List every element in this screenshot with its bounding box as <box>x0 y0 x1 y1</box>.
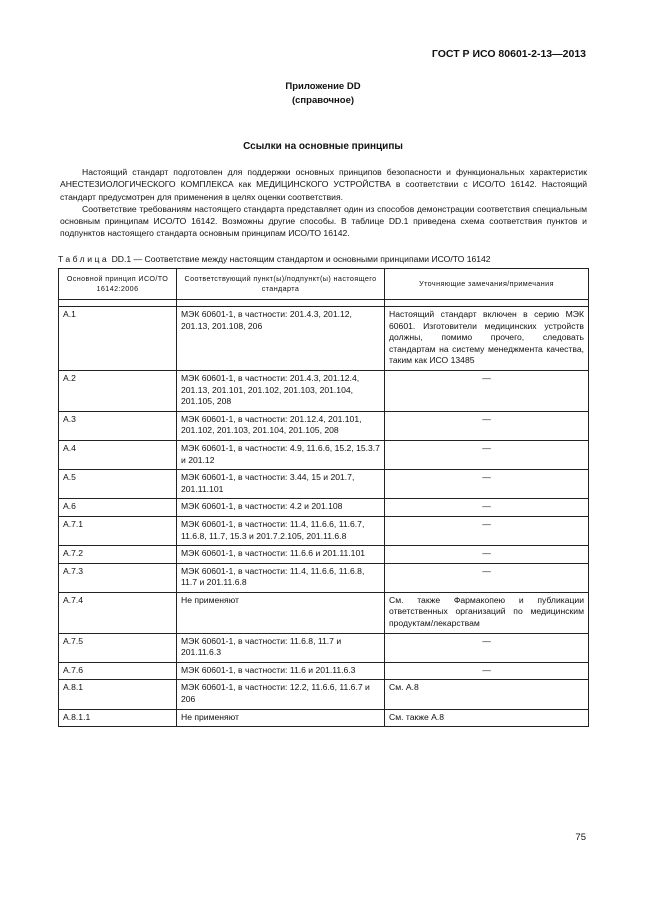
clauses-cell: МЭК 60601-1, в частности: 3.44, 15 и 201.7, 201.11.101 <box>177 470 385 499</box>
table-row <box>59 709 589 727</box>
header-principle: Основной принцип ИСО/ТО 16142:2006 <box>59 269 177 300</box>
table-row <box>59 307 589 371</box>
table-row <box>59 546 589 564</box>
clauses-cell: МЭК 60601-1, в частности: 11.6 и 201.11.6.3 <box>177 662 385 680</box>
page-number: 75 <box>575 832 586 843</box>
principle-cell: A.7.6 <box>59 662 177 680</box>
notes-cell: — <box>385 411 589 440</box>
notes-cell: См. также Фармакопею и публикации ответственных организаций по медицинским продуктам/лекарствам <box>385 592 589 633</box>
spacer-cell <box>59 300 177 307</box>
principle-cell: A.8.1.1 <box>59 709 177 727</box>
header-notes: Уточняющие замечания/примечания <box>385 269 589 300</box>
appendix-heading <box>0 80 646 108</box>
principle-cell: A.7.1 <box>59 516 177 545</box>
principle-cell: A.3 <box>59 411 177 440</box>
clauses-cell: МЭК 60601-1, в частности: 11.6.6 и 201.11.101 <box>177 546 385 564</box>
notes-cell: — <box>385 470 589 499</box>
table-row <box>59 499 589 517</box>
intro-paragraph-2: Соответствие требованиям настоящего стандарта представляет один из способов демонстрации соответствия специальным основным принципам ИСО/ТО 16142. Возможны другие способы. В таблице DD.1 приведена схема соответствия пунктов и подпунктов настоящего стандарта основным принципам ИСО/ТО 16142. <box>60 203 587 239</box>
principle-cell: A.5 <box>59 470 177 499</box>
clauses-cell: МЭК 60601-1, в частности: 11.6.8, 11.7 и 201.11.6.3 <box>177 633 385 662</box>
appendix-subtitle: (справочное) <box>291 95 355 106</box>
table-row <box>59 516 589 545</box>
clauses-cell: Не применяют <box>177 592 385 633</box>
intro-paragraph-1: Настоящий стандарт подготовлен для поддержки основных принципов безопасности и функциональных характеристик АНЕСТЕЗИОЛОГИЧЕСКОГО КОМПЛЕКСА как МЕДИЦИНСКОГО УСТРОЙСТВА в соответствии с ИСО/ТО 16142. Настоящий стандарт предусмотрен для применения в целях оценки соответствия. <box>60 167 587 202</box>
table-row <box>59 470 589 499</box>
clauses-cell: МЭК 60601-1, в частности: 4.2 и 201.108 <box>177 499 385 517</box>
clauses-cell: МЭК 60601-1, в частности: 201.12.4, 201.101, 201.102, 201.103, 201.104, 201.105, 208 <box>177 411 385 440</box>
clauses-cell: Не применяют <box>177 709 385 727</box>
spacer-cell <box>177 300 385 307</box>
correspondence-table <box>58 268 589 727</box>
table-row <box>59 592 589 633</box>
table-row <box>59 662 589 680</box>
notes-cell: — <box>385 633 589 662</box>
clauses-cell: МЭК 60601-1, в частности: 11.4, 11.6.6, 11.6.7, 11.6.8, 11.7, 15.3 и 201.7.2.105, 201.11.6.8 <box>177 516 385 545</box>
principle-cell: A.2 <box>59 370 177 411</box>
notes-cell: Настоящий стандарт включен в серию МЭК 60601. Изготовители медицинских устройств должны, помимо прочего, следовать стандартам на систему менеджмента качества, таким как ИСО 13485 <box>385 307 589 371</box>
notes-cell: См. также A.8 <box>385 709 589 727</box>
appendix-title: Приложение DD <box>285 81 361 92</box>
notes-cell: См. A.8 <box>385 680 589 709</box>
principle-cell: A.7.3 <box>59 563 177 592</box>
notes-cell: — <box>385 499 589 517</box>
notes-cell: — <box>385 516 589 545</box>
table-caption-prefix: Таблица <box>58 254 110 264</box>
clauses-cell: МЭК 60601-1, в частности: 12.2, 11.6.6, 11.6.7 и 206 <box>177 680 385 709</box>
clauses-cell: МЭК 60601-1, в частности: 201.4.3, 201.12, 201.13, 201.108, 206 <box>177 307 385 371</box>
principle-cell: A.1 <box>59 307 177 371</box>
table-caption-text: DD.1 — Соответствие между настоящим стандартом и основными принципами ИСО/ТО 16142 <box>111 254 491 264</box>
clauses-cell: МЭК 60601-1, в частности: 201.4.3, 201.12.4, 201.13, 201.101, 201.102, 201.103, 201.104, 201.105, 208 <box>177 370 385 411</box>
notes-cell: — <box>385 370 589 411</box>
section-title: Ссылки на основные принципы <box>243 141 403 152</box>
table-row <box>59 370 589 411</box>
clauses-cell: МЭК 60601-1, в частности: 4.9, 11.6.6, 15.2, 15.3.7 и 201.12 <box>177 440 385 469</box>
table-spacer-row <box>59 300 589 307</box>
spacer-cell <box>385 300 589 307</box>
principle-cell: A.7.5 <box>59 633 177 662</box>
notes-cell: — <box>385 440 589 469</box>
principle-cell: A.8.1 <box>59 680 177 709</box>
notes-cell: — <box>385 563 589 592</box>
table-row <box>59 680 589 709</box>
principle-cell: A.6 <box>59 499 177 517</box>
table-row <box>59 563 589 592</box>
principle-cell: A.7.2 <box>59 546 177 564</box>
principle-cell: A.7.4 <box>59 592 177 633</box>
standard-header: ГОСТ Р ИСО 80601-2-13—2013 <box>431 48 586 60</box>
notes-cell: — <box>385 662 589 680</box>
clauses-cell: МЭК 60601-1, в частности: 11.4, 11.6.6, 11.6.8, 11.7 и 201.11.6.8 <box>177 563 385 592</box>
table-row <box>59 411 589 440</box>
notes-cell: — <box>385 546 589 564</box>
table-row <box>59 633 589 662</box>
table-header-row <box>59 269 589 300</box>
table-caption <box>58 254 491 264</box>
principle-cell: A.4 <box>59 440 177 469</box>
table-row <box>59 440 589 469</box>
header-clauses: Соответствующий пункт(ы)/подпункт(ы) настоящего стандарта <box>177 269 385 300</box>
intro-text <box>60 166 587 240</box>
